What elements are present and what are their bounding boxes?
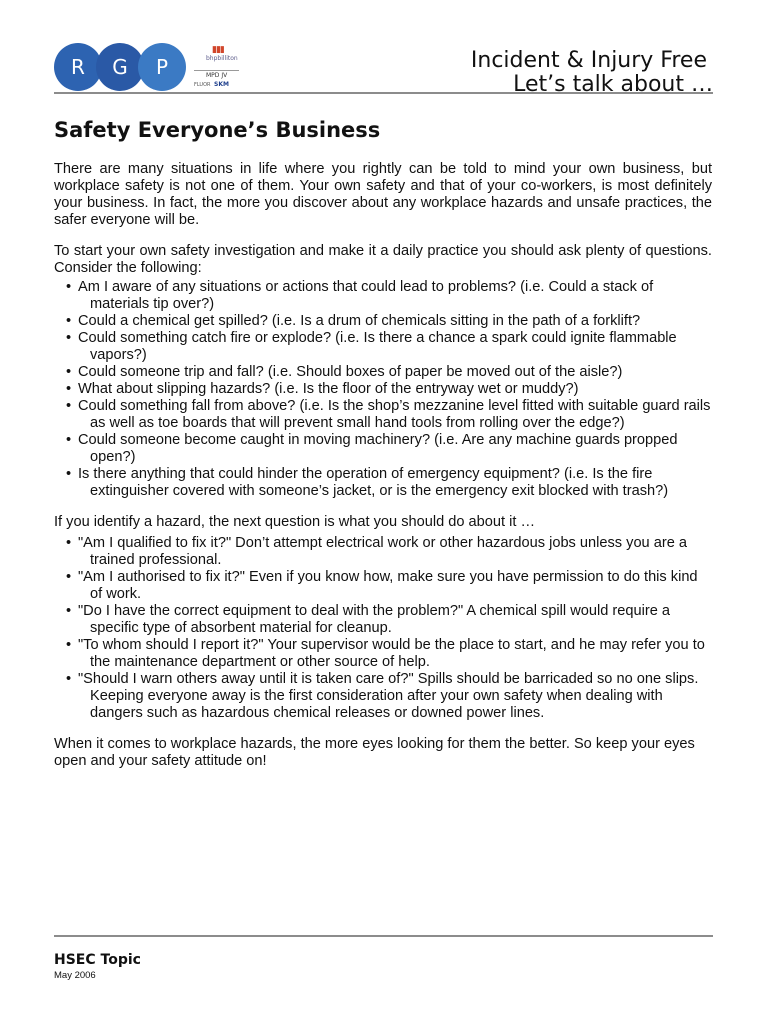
closing-paragraph: When it comes to workplace hazards, the more eyes looking for them the better. So keep your eyes open and your safety attitude on! (54, 736, 695, 769)
partner-logos (194, 45, 239, 93)
list-item-text: "Do I have the correct equipment to deal with the problem?" A chemical spill would require a specific type of absorbent material for cleanup. (78, 603, 670, 636)
list-item: • "Am I authorised to fix it?" Even if you know how, make sure you have permission to do this kind of work. (66, 569, 698, 602)
list-item-text: "Am I qualified to fix it?" Don’t attempt electrical work or other hazardous jobs unless you are a trained professional. (78, 535, 687, 568)
logo-letter-r: R (54, 43, 102, 91)
header-tagline-1: Incident & Injury Free (470, 48, 707, 73)
list-item-text: Could something catch fire or explode? (i.e. Is there a chance a spark could ignite flammable vapors?) (78, 330, 677, 363)
footer-divider (54, 935, 713, 937)
footer-date: May 2006 (54, 970, 96, 981)
list-item-text: Could someone become caught in moving machinery? (i.e. Are any machine guards propped open?) (78, 432, 678, 465)
list-item-text: Could someone trip and fall? (i.e. Should boxes of paper be moved out of the aisle?) (78, 364, 623, 380)
hazard-intro-paragraph: If you identify a hazard, the next question is what you should do about it … (54, 514, 536, 530)
list-item-text: Could a chemical get spilled? (i.e. Is a drum of chemicals sitting in the path of a forklift? (78, 313, 641, 329)
bhp-mark-icon: ▮▮▮ (212, 45, 224, 55)
mpd-logo-text: MPD JV (206, 72, 228, 79)
header-divider (54, 92, 713, 94)
rgp-logo (54, 43, 238, 91)
list-item: • Am I aware of any situations or actions that could lead to problems? (i.e. Could a stack of materials tip over?) (66, 279, 654, 312)
page-header (54, 40, 713, 94)
list-item: • Is there anything that could hinder the operation of emergency equipment? (i.e. Is the fire extinguisher covered with someone’s jacket, or is the emergency exit blocked with trash?) (66, 466, 669, 499)
list-item: • What about slipping hazards? (i.e. Is the floor of the entryway wet or muddy?) (66, 381, 579, 397)
questions-list (54, 279, 712, 500)
list-item: • Could something fall from above? (i.e. Is the shop’s mezzanine level fitted with suitable guard rails as well as toe boards that will prevent small hand tools from rolling over the edge?) (66, 398, 711, 431)
list-item: • Could something catch fire or explode? (i.e. Is there a chance a spark could ignite flammable vapors?) (66, 330, 677, 363)
list-item: • "Do I have the correct equipment to deal with the problem?" A chemical spill would require a specific type of absorbent material for cleanup. (66, 603, 670, 636)
list-item: • "Should I warn others away until it is taken care of?" Spills should be barricaded so no one slips. Keeping everyone away is the first consideration after your own safety when dealing with dangers such as hazardous chemical releases or downed power lines. (66, 671, 699, 721)
list-item: • "To whom should I report it?" Your supervisor would be the place to start, and he may refer you to the maintenance department or other source of help. (66, 637, 705, 670)
list-item-text: Could something fall from above? (i.e. Is the shop’s mezzanine level fitted with suitable guard rails as well as toe boards that will prevent small hand tools from rolling over the edge?) (78, 398, 711, 431)
list-item-text: "Am I authorised to fix it?" Even if you know how, make sure you have permission to do this kind of work. (78, 569, 698, 602)
document-title: Safety Everyone’s Business (54, 118, 381, 142)
document-body (54, 161, 712, 784)
partner-divider (194, 70, 239, 71)
actions-list (54, 535, 712, 722)
questions-intro-paragraph: To start your own safety investigation and make it a daily practice you should ask plenty of questions. Consider the following: (54, 243, 712, 276)
footer-topic: HSEC Topic (54, 952, 141, 968)
logo-letter-p: P (138, 43, 186, 91)
list-item: • Could someone trip and fall? (i.e. Should boxes of paper be moved out of the aisle?) (66, 364, 623, 380)
list-item: • Could a chemical get spilled? (i.e. Is a drum of chemicals sitting in the path of a forklift? (66, 313, 641, 329)
skm-logo-text: SKM (214, 81, 229, 88)
list-item-text: Am I aware of any situations or actions that could lead to problems? (i.e. Could a stack of materials tip over?) (78, 279, 654, 312)
intro-paragraph: There are many situations in life where you rightly can be told to mind your own business, but workplace safety is not one of them. Your own safety and that of your co-workers, is most definitely your business. In fact, the more you discover about any workplace hazards and unsafe practices, the safer everyone will be. (54, 161, 712, 228)
list-item-text: "To whom should I report it?" Your supervisor would be the place to start, and he may refer you to the maintenance department or other source of help. (78, 637, 705, 670)
list-item-text: What about slipping hazards? (i.e. Is the floor of the entryway wet or muddy?) (78, 381, 579, 397)
fluor-logo-text: FLUOR (194, 82, 211, 88)
list-item: • "Am I qualified to fix it?" Don’t attempt electrical work or other hazardous jobs unless you are a trained professional. (66, 535, 687, 568)
list-item-text: "Should I warn others away until it is taken care of?" Spills should be barricaded so no one slips. Keeping everyone away is the first consideration after your own safety when dealing with dangers such as hazardous chemical releases or downed power lines. (78, 671, 699, 721)
bhp-logo-text: bhpbilliton (206, 55, 238, 62)
list-item-text: Is there anything that could hinder the operation of emergency equipment? (i.e. Is the fire extinguisher covered with someone’s jacket, or is the emergency exit blocked with trash?) (78, 466, 669, 499)
header-tagline-2: Let’s talk about … (513, 72, 713, 92)
list-item: • Could someone become caught in moving machinery? (i.e. Are any machine guards propped open?) (66, 432, 678, 465)
logo-letter-g: G (96, 43, 144, 91)
